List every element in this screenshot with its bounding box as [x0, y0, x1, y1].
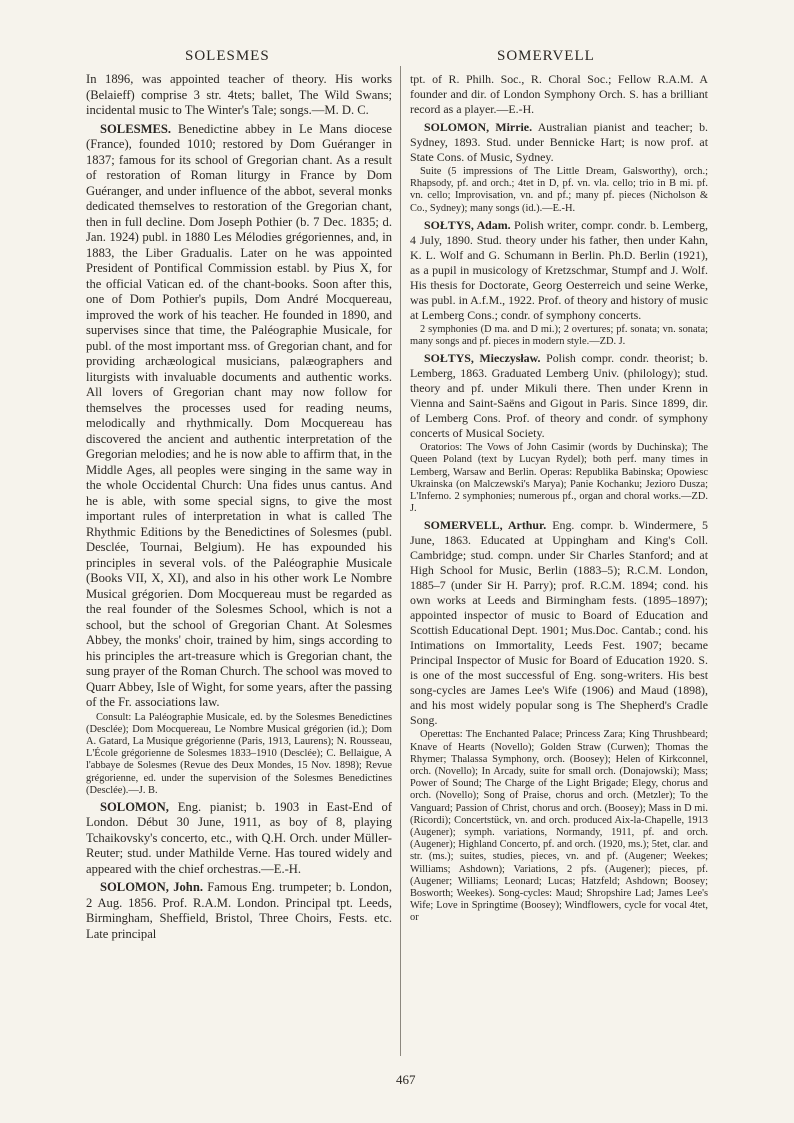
entry-text: Consult: La Paléographie Musicale, ed. by the Solesmes Benedictines (Desclée); Dom Mocquereau, Le Nombre Musical grégorien (id.); Dom A. Gatard, La Musique grégorienne (Paris, 1913, Laurens); N. Rousseau, L'École grégorienne de Solesmes 1833–1910 (Desclée); C. Bellaigue, A l'abbaye de Solesmes (Revue des Deux Mondes, 15 Nov. 1898); Revue grégorienne, ed. under the supervision of the Solesmes Benedictines (Desclée).—J. B.: [86, 711, 392, 796]
entry-text: Polish compr. condr. theorist; b. Lemberg, 1863. Graduated Lemberg Univ. (philology); stud. theory and pf. under Mikuli there. Then under Krenn in Vienna and Saint-Saëns and Gigout in Paris. Since 1899, dir. of Lemberg Cons. Prof. of theory and condr. of symphony concerts of Musical Society.: [410, 351, 708, 441]
entry-text: Famous Eng. trumpeter; b. London, 2 Aug. 1856. Prof. R.A.M. London. Principal tpt. Leeds, Birmingham, Sheffield, Bristol, Three Choirs, Fests. etc. Late principal: [86, 880, 392, 941]
dictionary-entry: [86, 880, 392, 942]
left-column: [86, 72, 392, 1062]
right-column: [410, 72, 708, 1062]
continued-text: [86, 72, 392, 119]
works-note: [410, 324, 708, 348]
entry-text: In 1896, was appointed teacher of theory. His works (Belaieff) comprise 3 str. 4tets; ballet, The Wild Swans; incidental music to The Winter's Tale; songs.—M. D. C.: [86, 72, 392, 117]
entry-text: Australian pianist and teacher; b. Sydney, 1893. Stud. under Bennicke Hart; is now prof. at State Cons. of Music, Sydney.: [410, 120, 708, 164]
entry-headword: SOMERVELL, Arthur.: [424, 518, 547, 533]
entry-headword: SOŁTYS, Adam.: [424, 217, 511, 232]
dictionary-entry: [410, 120, 708, 165]
dictionary-entry: [86, 122, 392, 711]
continued-text: [410, 72, 708, 117]
entry-headword: SOLOMON, Mirrie.: [424, 120, 533, 134]
entry-headword: SOLESMES.: [100, 121, 172, 136]
entry-text: Eng. compr. b. Windermere, 5 June, 1863. Educated at Uppingham and King's Coll. Cambridge; stud. compn. under Sir Charles Stanford; and at High School for Music, Berlin (1883–5); R.C.M. London, 1885–7 (under Sir H. Parry); prof. R.C.M. 1894; cond. his own works at Leeds and Birmingham fests. (1895–1897); appointed inspector of music to Board of Education and Scottish Educational Dept. 1901; Mus.Doc. Cantab.; cond. his Intimations on Immortality, Leeds Fest. 1907; became Principal Inspector of Music for Board of Education 1920. S. is one of the most successful of Eng. song-writers. His best song-cycles are James Lee's Wife (1906) and Maud (1898), and his most widely popular song is The Shepherd's Cradle Song.: [410, 518, 708, 728]
works-note: [410, 166, 708, 215]
entry-headword: SOŁTYS, Mieczysław.: [424, 351, 541, 366]
entry-text: 2 symphonies (D ma. and D mi.); 2 overtures; pf. sonata; vn. sonata; many songs and pf. pieces in modern style.—ZD. J.: [410, 323, 708, 348]
entry-text: Oratorios: The Vows of John Casimir (words by Duchinska); The Queen Poland (text by Lucyan Rydel); both perf. many times in Lemberg, Warsaw and Berlin. Operas: Republika Babinska; Opowiesc Ukrainska (on Malczewski's Marya); Panie Kochanku; Jezioro Dusza; L'Inferno. 2 symphonies; numerous pf., organ and choral works.—ZD. J.: [410, 442, 708, 515]
dictionary-entry: [86, 800, 392, 878]
page-number: 467: [396, 1072, 416, 1087]
works-note: [410, 442, 708, 515]
works-note: [86, 712, 392, 797]
dictionary-entry: [410, 351, 708, 441]
entry-text: Benedictine abbey in Le Mans diocese (France), founded 1010; restored by Dom Guéranger in 1837; famous for its school of Gregorian chant. As a result of restoration of Roman liturgy in France by Dom Guéranger, and under influence of the abbot, several monks dedicated themselves to restoration of the Gregorian chant, then in full decline. Dom Joseph Pothier (b. 7 Dec. 1835; d. Jan. 1924) publ. in 1880 Les Mélodies grégoriennes, and, in 1883, the Liber Gradualis. Later on he was appointed President of Pontifical Commission establ. by Pius X, for the official Vatican ed. of the chant-books. Soon after this, one of Dom Pothier's pupils, Dom André Mocquereau, improved the work of his teacher. He founded in 1890, and supervises since that time, the Paléographie Musicale, for publ. of the most important mss. of Gregorian chant, and for providing archæological musicians, palæographers and liturgists with invaluable documents and authentic works. All lovers of Gregorian chant may now follow for themselves the processes used for reading neums, melodically and rhythmically. Dom Mocquereau has discovered the ancient and authentic interpretation of the Gregorian melodies; and he is now able to affirm that, in the Middle Ages, all peoples were singing in the same way in the whole Occidental Church: Una fides unus cantus. And he is able, with some special signs, to give the most important rules of interpretation in what is called The Rhythmic Editions by the Benedictines of Solesmes (publ. Desclée, Tournai, Belgium). He has expounded his principles in several vols. of the Paléographie Musicale (Books VII, X, XI), and also in his other work Le Nombre Musical grégorien. Dom Mocquereau must be regarded as the real founder of the Solesmes School, which is not a school, but the school of Gregorian Chant. At Solesmes Abbey, the monks' choir, trained by him, sings according to his principles the art-treasure which is Gregorian chant, the sung prayer of the Roman Church. The school was moved to Quarr Abbey, Isle of Wight, for some years, after the passing of the Fr. associations law.: [86, 121, 392, 709]
entry-text: Operettas: The Enchanted Palace; Princess Zara; King Thrushbeard; Knave of Hearts (Novello); Golden Straw (Curwen); Thomas the Rhymer; Thalassa Symphony, orch. (Boosey); Helen of Kirkconnel, orch. (Novello); In Arcady, suite for small orch. (Donajowski); Mass; Power of Sound; The Charge of the Light Brigade; Elegy, chorus and orch. (Novello); Song of Praise, chorus and orch. (Metzler); To the Vanguard; Passion of Christ, chorus and orch. (Boosey); Mass in D mi. (Ricordi); Concertstück, vn. and orch. produced Aix-la-Chapelle, 1913 (Augener); symph. variations, Normandy, 1911, pf. and orch. (Augener); Highland Concerto, pf. and orch. (1920, ms.); 5tet, clar. and str. (ms.); suites, studies, pieces, vn. and pf. (Augener; Weekes; Williams; Ashdown); Variations, 2 pfs. (Augener); pieces, pf. (Augener; Williams; Leonard; Lucas; Hatzfeld; Ashdown; Boosey; Bosworth; Weekes). Song-cycles: Maud; Shropshire Lad; James Lee's Wife; Love in Springtime (Boosey); Windflowers, cycle for vocal 4tet, or: [410, 729, 708, 924]
running-head-right: SOMERVELL: [497, 48, 595, 64]
works-note: [410, 729, 708, 924]
entry-text: Eng. pianist; b. 1903 in East-End of London. Début 30 June, 1911, as boy of 8, playing Tchaikovsky's concerto, etc., with Q.H. Orch. under Müller-Reuter; stud. under Mathilde Verne. Has toured widely and appeared with the chief orchestras.—E.-H.: [86, 799, 392, 876]
entry-headword: SOLOMON,: [100, 799, 169, 814]
entry-text: Suite (5 impressions of The Little Dream, Galsworthy), orch.; Rhapsody, pf. and orch.; 4tet in D, pf. vn. vla. cello; trio in B mi. pf. vn. cello; Improvisation, vn. and pf.; many pf. pieces (Nicholson & Co., Sydney); many songs (id.).—E.-H.: [410, 166, 708, 214]
entry-text: tpt. of R. Philh. Soc., R. Choral Soc.; Fellow R.A.M. A founder and dir. of London Symphony Orch. S. has a brilliant record as a player.—E.-H.: [410, 72, 708, 116]
column-divider: [400, 66, 401, 1056]
running-head-left: SOLESMES: [185, 48, 270, 64]
dictionary-entry: [410, 518, 708, 728]
entry-text: Polish writer, compr. condr. b. Lemberg, 4 July, 1890. Stud. theory under his father, then under Kahn, K. L. Wolf and G. Schumann in Berlin. Ph.D. Berlin (1921), as a pupil in musicology of Kretzschmar, Stumpf and J. Wolf. His thesis for Doctorate, Georg Oesterreich und seine Werke, was publ. in A.f.M., 1922. Prof. of theory and history of music at Lemberg Cons.; condr. of symphony concerts.: [410, 217, 708, 322]
entry-headword: SOLOMON, John.: [100, 880, 203, 895]
dictionary-entry: [410, 218, 708, 323]
